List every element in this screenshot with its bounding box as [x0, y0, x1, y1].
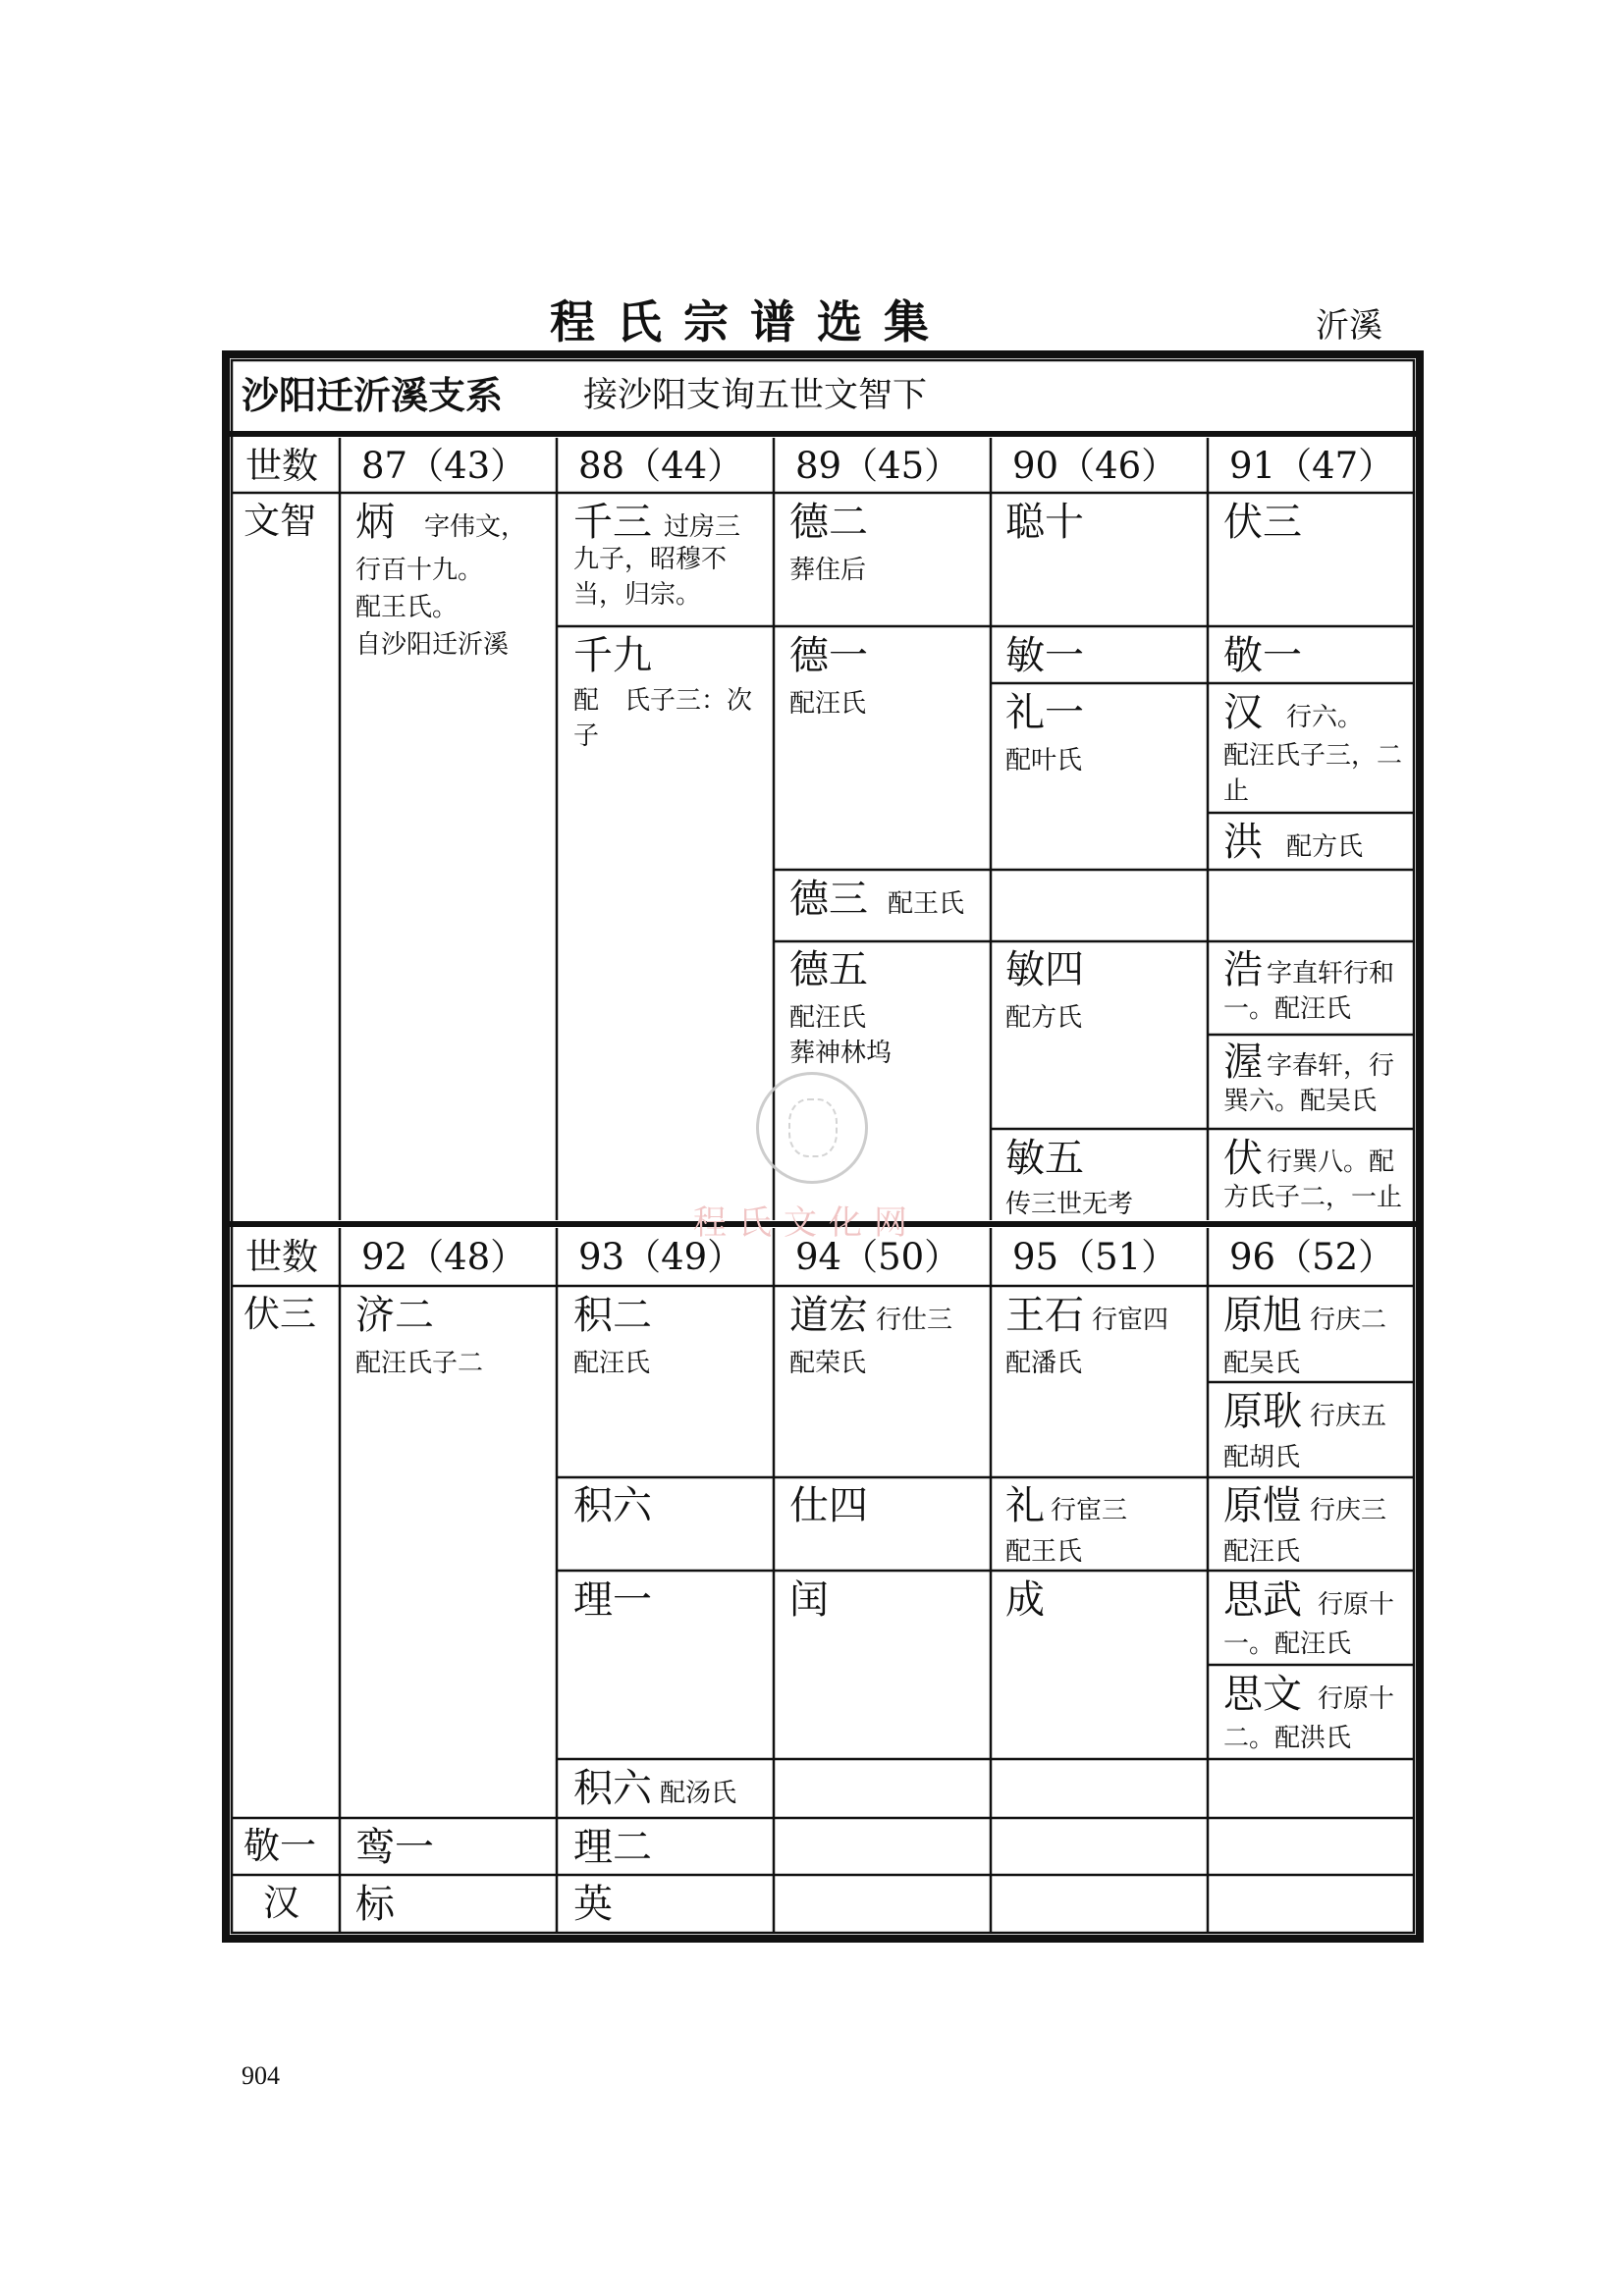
header-generation: 世数	[245, 1236, 318, 1278]
person-name: 德五	[789, 947, 868, 992]
header-gen-90: 90（46）	[1012, 445, 1178, 487]
page-number: 904	[242, 2061, 280, 2090]
person-note: 行仕三	[876, 1306, 953, 1335]
person-note: 行原十	[1318, 1590, 1395, 1620]
person-note: 一。配汪氏	[1223, 1629, 1352, 1659]
person-name: 汉	[1223, 690, 1263, 735]
person-note: 配汪氏子三，二止	[1223, 741, 1403, 806]
person-note: 行庆二	[1310, 1306, 1387, 1335]
header-generation: 世数	[245, 445, 318, 487]
person-name: 敏一	[1005, 633, 1084, 678]
header-gen-88: 88（44）	[578, 445, 744, 487]
person-name: 思武	[1223, 1577, 1302, 1623]
person-note: 行六。	[1286, 703, 1364, 732]
person-note: 配胡氏	[1223, 1443, 1301, 1472]
ancestor-label: 汉	[263, 1882, 299, 1924]
person-note: 配汤氏	[660, 1779, 737, 1808]
person-note: 配王氏	[1005, 1537, 1083, 1567]
person-name: 积六	[573, 1766, 652, 1811]
person-name: 德一	[789, 633, 868, 678]
header-gen-93: 93（49）	[578, 1236, 744, 1278]
person-name: 理二	[573, 1825, 652, 1870]
person-name: 英	[573, 1882, 613, 1927]
person-note: 配荣氏	[789, 1349, 867, 1378]
person-note: 配汪氏子二	[355, 1349, 484, 1378]
person-name: 德三	[789, 877, 868, 922]
person-note: 传三世无考	[1005, 1190, 1134, 1219]
person-note: 配 氏子三：次子	[573, 686, 753, 751]
person-note: 葬神林坞	[789, 1039, 893, 1068]
person-name: 洪	[1223, 820, 1263, 865]
person-note: 配汪氏	[789, 689, 867, 719]
place-label: 沂溪	[1316, 306, 1382, 346]
person-note: 配方氏	[1286, 832, 1364, 862]
person-name: 原耿	[1223, 1389, 1302, 1434]
person-name: 千九	[573, 633, 652, 678]
person-name: 理一	[573, 1577, 652, 1623]
person-name: 浩	[1223, 947, 1263, 992]
person-note: 配吴氏	[1223, 1349, 1301, 1378]
person-note: 九子，昭穆不当，归宗。	[573, 545, 728, 610]
person-note: 配王氏。	[355, 593, 459, 622]
person-note: 行庆五	[1310, 1402, 1387, 1431]
person-name: 敏五	[1005, 1136, 1084, 1181]
person-note: 行宦三	[1051, 1496, 1128, 1525]
person-note: 配汪氏	[1223, 1537, 1301, 1567]
header-gen-94: 94（50）	[795, 1236, 961, 1278]
person-note: 配汪氏	[573, 1349, 651, 1378]
person-name: 渥	[1223, 1040, 1263, 1085]
person-name: 思文	[1223, 1672, 1302, 1717]
header-gen-96: 96（52）	[1229, 1236, 1395, 1278]
lineage-title: 沙阳迁沂溪支系	[242, 374, 504, 417]
person-name: 积二	[573, 1293, 652, 1338]
header-gen-95: 95（51）	[1012, 1236, 1178, 1278]
person-note: 行百十九。	[355, 556, 484, 585]
person-name: 德二	[789, 500, 868, 545]
person-name: 伏三	[1223, 500, 1302, 545]
person-name: 敏四	[1005, 947, 1084, 992]
person-name: 王石	[1005, 1293, 1084, 1338]
person-name: 原旭	[1223, 1293, 1302, 1338]
person-name: 标	[355, 1882, 395, 1927]
header-gen-92: 92（48）	[361, 1236, 527, 1278]
header-gen-89: 89（45）	[795, 445, 961, 487]
person-note: 配汪氏	[789, 1003, 867, 1033]
person-name: 济二	[355, 1293, 434, 1338]
person-note: 二。配洪氏	[1223, 1724, 1352, 1753]
person-note: 行原十	[1318, 1684, 1395, 1714]
person-note: 行巽八。配方氏子二，一止	[1223, 1148, 1403, 1212]
person-name: 敬一	[1223, 633, 1302, 678]
header-gen-91: 91（47）	[1229, 445, 1395, 487]
person-note: 字直轩行和一。配汪氏	[1223, 959, 1395, 1024]
person-name: 伏	[1223, 1136, 1263, 1181]
person-name: 原愷	[1223, 1483, 1302, 1528]
person-note: 字伟文，	[424, 512, 527, 542]
page-title: 程氏宗谱选集	[550, 295, 950, 348]
person-name: 礼一	[1005, 690, 1084, 735]
person-note: 过房三	[664, 512, 741, 542]
watermark-text: 程氏文化网	[693, 1203, 919, 1243]
person-name: 积六	[573, 1483, 652, 1528]
person-name: 道宏	[789, 1293, 868, 1338]
person-note: 配方氏	[1005, 1003, 1083, 1033]
person-name: 仕四	[789, 1483, 868, 1528]
ancestor-label: 敬一	[244, 1825, 316, 1867]
person-name: 炳	[355, 500, 395, 545]
person-name: 闰	[789, 1577, 829, 1623]
person-name: 千三	[573, 500, 652, 545]
person-note: 自沙阳迁沂溪	[355, 630, 510, 660]
person-name: 聪十	[1005, 500, 1084, 545]
lineage-subtitle: 接沙阳支询五世文智下	[583, 376, 928, 415]
person-note: 配王氏	[888, 889, 965, 919]
seal-icon	[756, 1072, 868, 1184]
person-note: 配叶氏	[1005, 746, 1083, 775]
person-note: 葬住后	[789, 556, 867, 585]
header-gen-87: 87（43）	[361, 445, 527, 487]
person-note: 行宦四	[1092, 1306, 1169, 1335]
person-note: 行庆三	[1310, 1496, 1387, 1525]
person-note: 配潘氏	[1005, 1349, 1083, 1378]
person-name: 礼	[1005, 1483, 1045, 1528]
person-name: 成	[1005, 1577, 1045, 1623]
person-name: 鸾一	[355, 1825, 434, 1870]
ancestor-label: 伏三	[244, 1293, 316, 1335]
ancestor-label: 文智	[244, 500, 316, 542]
person-note: 字春轩，行巽六。配吴氏	[1223, 1051, 1395, 1116]
